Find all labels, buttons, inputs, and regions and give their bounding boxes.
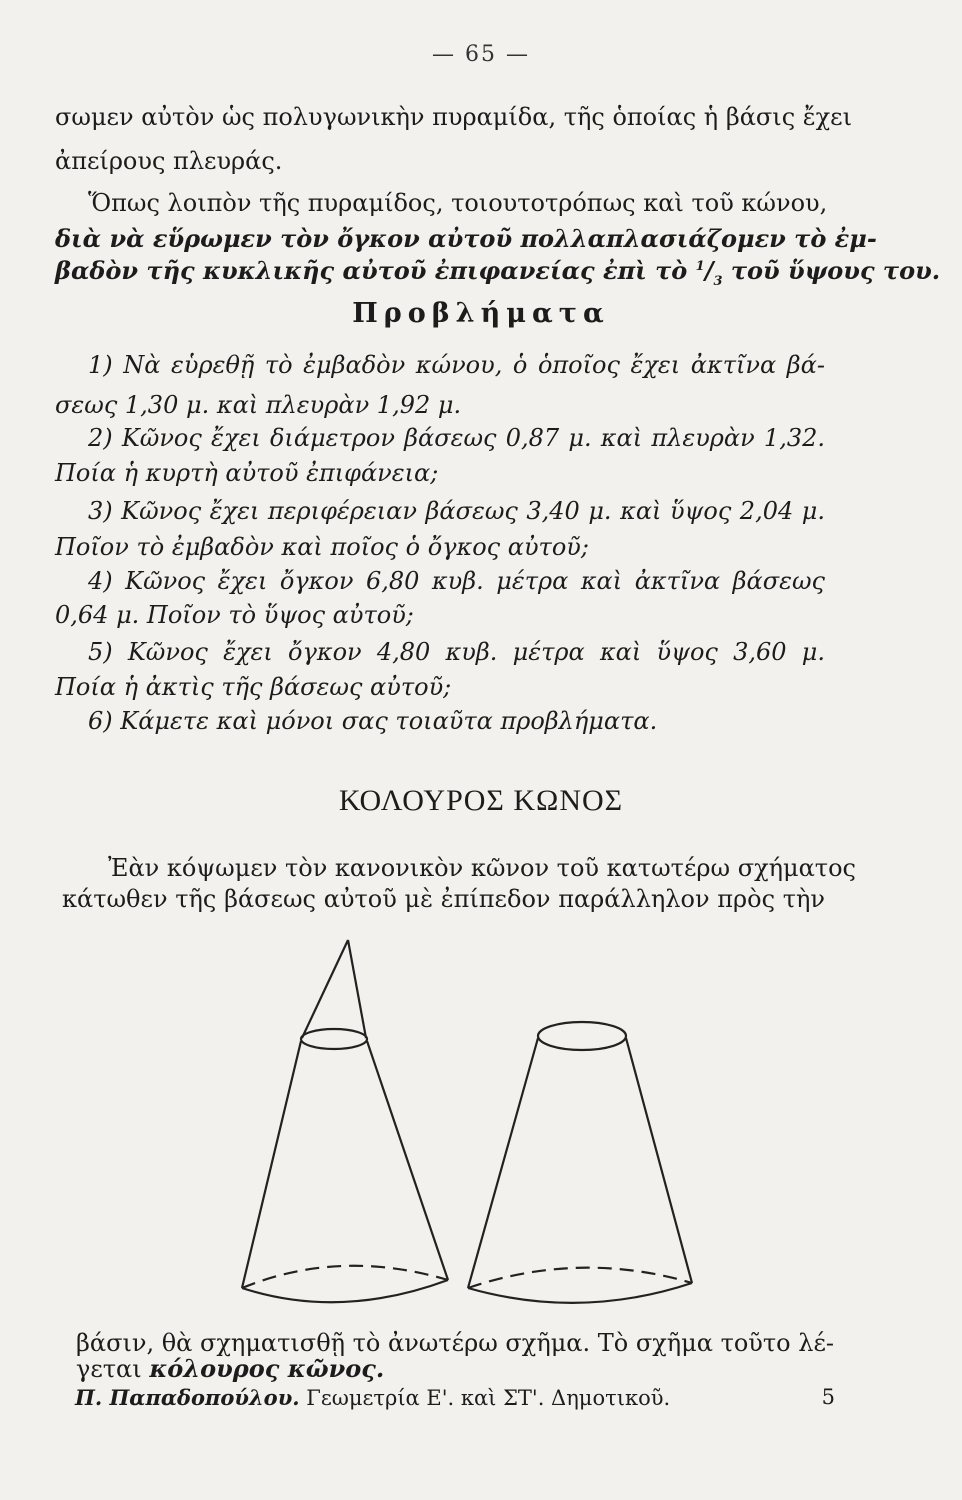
footer-signature: 5	[821, 1385, 835, 1409]
rule-line-2-text: βαδὸν τῆς κυκλικῆς αὐτοῦ ἐπιφανείας ἐπὶ τὸ	[55, 256, 688, 285]
closing-line-1: βάσιν, θὰ σχηματισθῇ τὸ ἀνωτέρω σχῆμα. Τὸ σχῆμα τοῦτο λέ-	[76, 1329, 835, 1357]
section-line-2: κάτωθεν τῆς βάσεως αὐτοῦ μὲ ἐπίπεδον παράλληλον πρὸς τὴν	[62, 885, 825, 913]
page-number: — 65 —	[432, 42, 530, 67]
frustum-term: κόλουρος κῶνος.	[149, 1354, 385, 1383]
closing-line-2-start: γεται	[76, 1355, 150, 1383]
problem-line-11: 6) Κάμετε καὶ μόνοι σας τοιαῦτα προβλήματα.	[88, 707, 658, 735]
one-third-fraction: $^1/_3$	[695, 256, 723, 289]
problem-line-8: 0,64 μ. Ποῖον τὸ ὕψος αὐτοῦ;	[55, 601, 414, 629]
full-cone-drawing	[242, 940, 448, 1302]
frustum-right-edge	[626, 1038, 692, 1283]
rule-line-2	[55, 252, 941, 297]
problem-line-5: 3) Κῶνος ἔχει περιφέρειαν βάσεως 3,40 μ. καὶ ὕψος 2,04 μ.	[88, 497, 825, 525]
intro-line-3: Ὅπως λοιπὸν τῆς πυραμίδος, τοιουτοτρόπως καὶ τοῦ κώνου,	[88, 189, 828, 217]
footer-book-title: Γεωμετρία Ε'. καὶ ΣΤ'. Δημοτικοῦ.	[299, 1386, 671, 1410]
frustum-top-ellipse	[538, 1022, 626, 1050]
fraction-numerator: 1	[695, 259, 705, 274]
problem-line-7: 4) Κῶνος ἔχει ὄγκον 6,80 κυβ. μέτρα καὶ ἀκτῖνα βάσεως	[88, 567, 825, 595]
section-line-1: Ἐὰν κόψωμεν τὸν κανονικὸν κῶνον τοῦ κατωτέρω σχήματος	[108, 854, 856, 882]
problem-line-1: 1) Νὰ εὑρεθῇ τὸ ἐμβαδὸν κώνου, ὁ ὁποῖος ἔχει ἀκτῖνα βά-	[88, 351, 825, 379]
footer-author: Π. Παπαδοπούλου.	[75, 1385, 300, 1410]
problem-line-9: 5) Κῶνος ἔχει ὄγκον 4,80 κυβ. μέτρα καὶ ὕψος 3,60 μ.	[88, 638, 825, 666]
frustum-left-edge	[468, 1038, 538, 1288]
problem-line-2: σεως 1,30 μ. καὶ πλευρὰν 1,92 μ.	[55, 391, 462, 419]
cone-cut-ellipse	[301, 1029, 367, 1049]
closing-line-2	[76, 1354, 846, 1384]
problems-heading: Προβλήματα	[352, 298, 610, 329]
cone-left-edge	[242, 1041, 301, 1288]
frustum-base-front	[468, 1283, 692, 1303]
rule-line-2-end: τοῦ ὕψους του.	[730, 256, 941, 285]
page-footer	[75, 1385, 835, 1410]
cone-figure	[240, 928, 710, 1328]
cone-right-edge	[367, 1041, 448, 1280]
frustum-base-back	[468, 1268, 692, 1288]
rule-line-1: διὰ νὰ εὕρωμεν τὸν ὄγκον αὐτοῦ πολλαπλασιάζομεν τὸ ἐμ-	[55, 224, 877, 253]
problem-line-6: Ποῖον τὸ ἐμβαδὸν καὶ ποῖος ὁ ὄγκος αὐτοῦ;	[55, 533, 589, 561]
problem-line-3: 2) Κῶνος ἔχει διάμετρον βάσεως 0,87 μ. καὶ πλευρὰν 1,32.	[88, 424, 825, 452]
intro-line-2: ἀπείρους πλευράς.	[55, 147, 283, 175]
frustum-drawing	[468, 1022, 692, 1303]
cone-top-right-edge	[348, 940, 366, 1038]
cone-base-back	[242, 1266, 448, 1288]
intro-line-1: σωμεν αὐτὸν ὡς πολυγωνικὴν πυραμίδα, τῆς ὁποίας ἡ βάσις ἔχει	[55, 103, 853, 131]
section-title: ΚΟΛΟΥΡΟΣ ΚΩΝΟΣ	[338, 784, 624, 817]
cone-base-front	[242, 1280, 448, 1302]
problem-line-10: Ποία ἡ ἀκτὶς τῆς βάσεως αὐτοῦ;	[55, 673, 452, 701]
problem-line-4: Ποία ἡ κυρτὴ αὐτοῦ ἐπιφάνεια;	[55, 459, 439, 487]
fraction-denominator: 3	[713, 273, 723, 289]
cone-top-left-edge	[302, 940, 348, 1038]
